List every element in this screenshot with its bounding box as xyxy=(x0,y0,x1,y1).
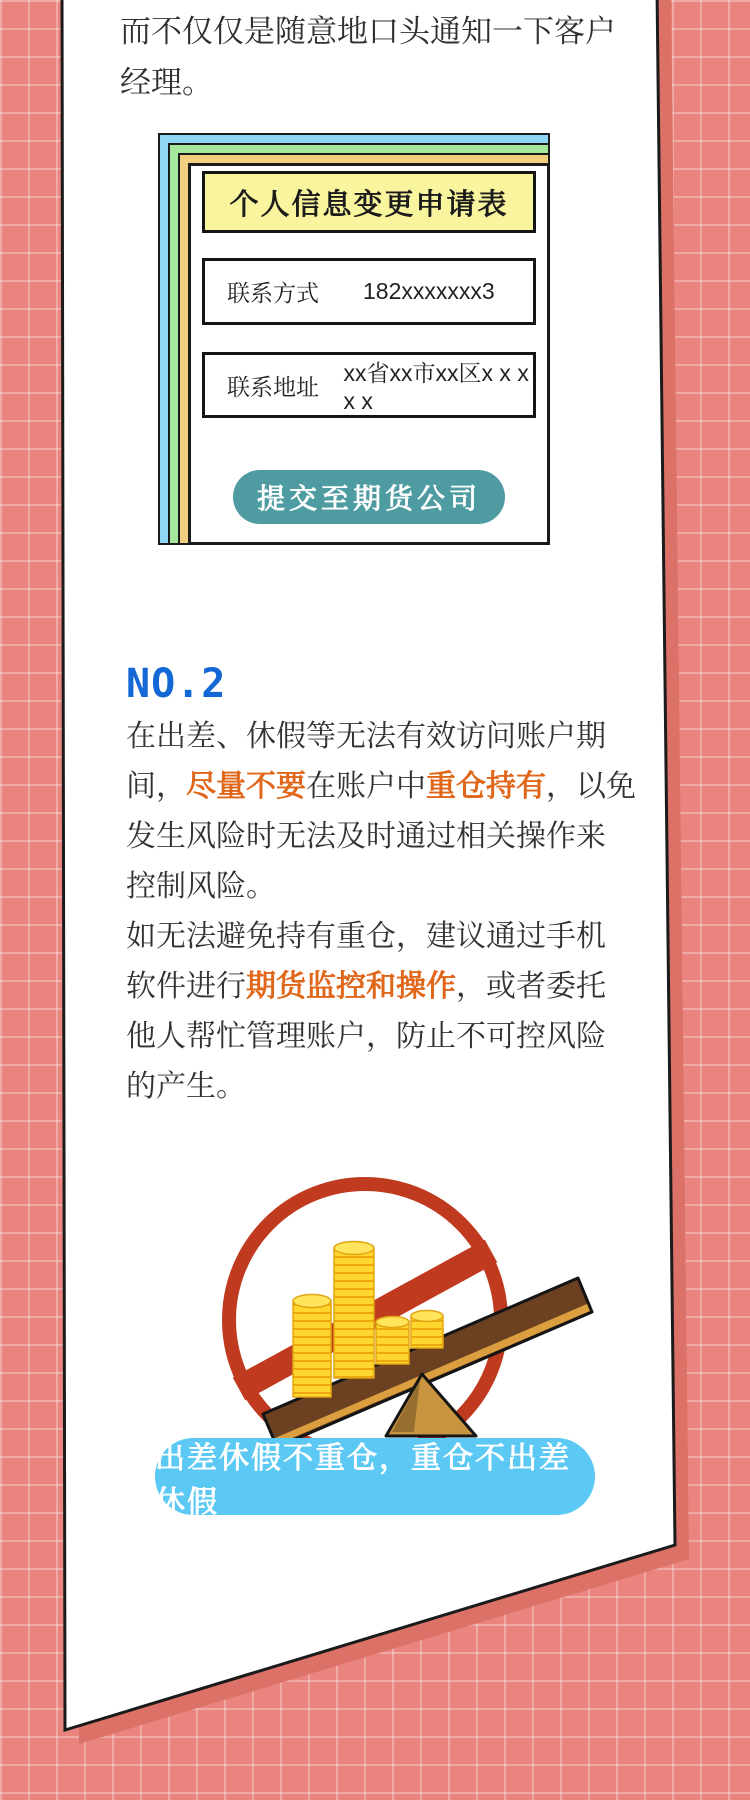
form-field-contact xyxy=(202,258,536,325)
field-label: 联系方式 xyxy=(227,280,319,306)
field-value: 182xxxxxxx3 xyxy=(363,278,495,304)
field-value: xx省xx市xx区x x x x x xyxy=(343,360,529,414)
form-field-address xyxy=(202,352,536,418)
change-request-form-card xyxy=(158,133,550,545)
form-title: 个人信息变更申请表 xyxy=(202,171,536,233)
intro-text: 而不仅仅是随意地口头通知一下客户 经理。 xyxy=(120,14,616,100)
field-label: 联系地址 xyxy=(227,373,319,400)
slogan-banner: 出差休假不重仓，重仓不出差休假 xyxy=(155,1438,595,1515)
form-front-sheet xyxy=(188,163,550,545)
section-number-heading: NO.2 xyxy=(126,661,227,707)
section-body-text: 在出差、休假等无法有效访问账户期 间，尽量不要在账户中重仓持有，以免 发生风险时无法及时通过相关操作来 控制风险。 如无法避免持有重仓，建议通过手机 软件进行期货监控和操作，或者委托 他人帮忙管理账户，防止不可控风险 的产生。 xyxy=(126,720,636,1103)
submit-to-futures-company-button: 提交至期货公司 xyxy=(233,470,505,524)
